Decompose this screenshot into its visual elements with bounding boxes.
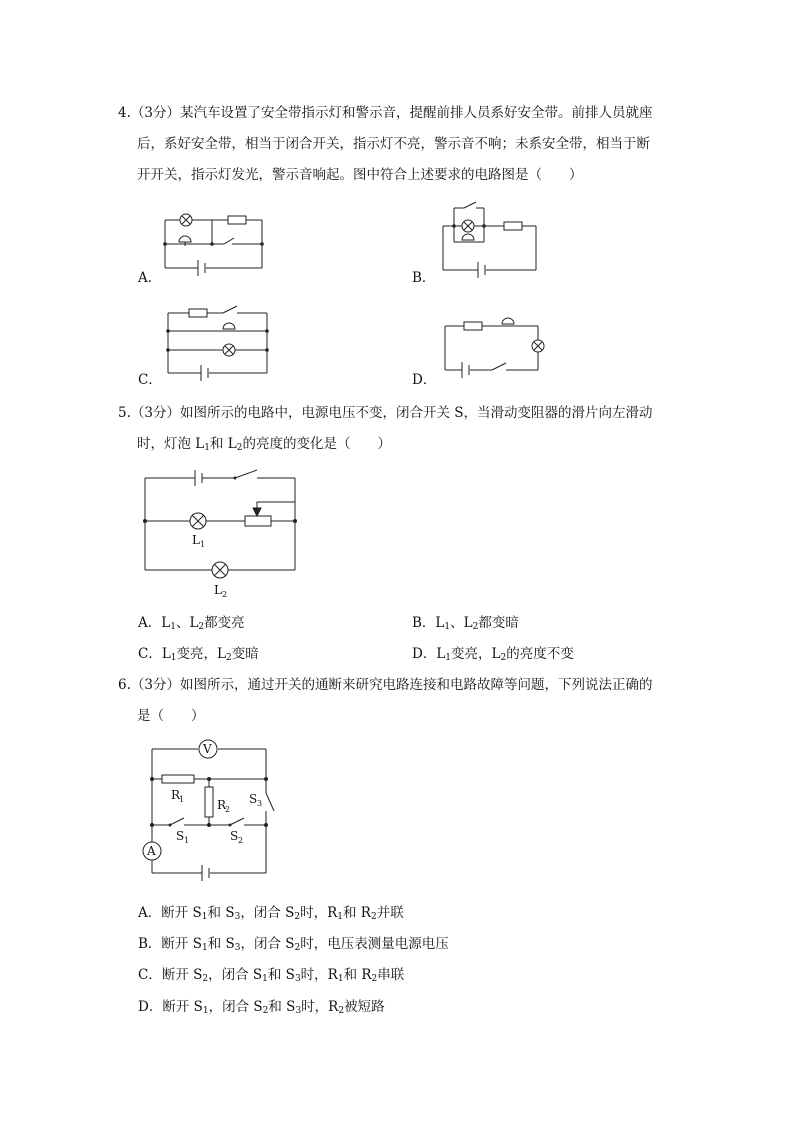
svg-text:1: 1 <box>184 836 190 845</box>
resistor-icon <box>504 222 522 230</box>
label-r2: R <box>217 798 227 812</box>
slider-arrow-icon <box>253 508 261 516</box>
q4-stem-line3: 开开关，指示灯发光，警示音响起。图中符合上述要求的电路图是（ ） <box>137 167 583 183</box>
q4-option-d[interactable]: D． <box>412 372 437 388</box>
svg-text:2: 2 <box>225 805 231 814</box>
switch-icon <box>492 363 506 370</box>
q5-circuit <box>140 470 310 598</box>
buzzer-icon <box>179 236 191 242</box>
switch-s2-icon <box>230 818 244 825</box>
svg-text:3: 3 <box>257 799 263 808</box>
label-s2: S <box>230 829 239 843</box>
q6-option-a[interactable]: A．断开 $S_1$和 $S_3$，闭合 $S_2$时，$R_1$和 $R_2$并联 <box>138 905 404 922</box>
resistor-icon <box>228 216 246 224</box>
resistor-r1-icon <box>162 775 194 783</box>
rheostat-icon <box>245 516 271 526</box>
q5-option-d[interactable]: D．$L_1$变亮，$L_2$的亮度不变 <box>412 646 574 663</box>
q4-option-b[interactable]: B． <box>412 270 436 286</box>
q5-option-c[interactable]: C．$L_1$变亮，$L_2$变暗 <box>138 646 259 663</box>
q6-circuit <box>138 737 278 887</box>
label-r1: R <box>171 788 181 802</box>
question-5 <box>118 398 678 460</box>
q4-option-c[interactable]: C． <box>138 372 162 388</box>
q5-stem-line1: 5.（3分）如图所示的电路中，电源电压不变，闭合开关 S，当滑动变阻器的滑片向左滑动 <box>118 405 653 421</box>
label-l2: L <box>214 583 222 597</box>
svg-text:1: 1 <box>179 795 185 804</box>
switch-icon <box>223 306 237 313</box>
label-l1: L <box>192 533 200 547</box>
resistor-r2-icon <box>205 787 213 817</box>
switch-icon <box>464 202 476 208</box>
q4-circuit-c <box>163 303 273 379</box>
switch-s1-icon <box>170 818 184 825</box>
label-a: A <box>147 844 156 858</box>
q4-option-a[interactable]: A． <box>138 270 162 286</box>
switch-s3-icon <box>266 793 274 811</box>
label-v: V <box>203 742 212 756</box>
question-4 <box>118 98 678 191</box>
question-6 <box>118 670 678 732</box>
q4-stem-line1: 4.（3分）某汽车设置了安全带指示灯和警示音，提醒前排人员系好安全带。前排人员就座 <box>118 105 653 121</box>
buzzer-icon <box>462 234 474 240</box>
q6-option-c[interactable]: C．断开 $S_2$，闭合 $S_1$和 $S_3$时，$R_1$和 $R_2$串联 <box>138 967 405 984</box>
q6-option-d[interactable]: D．断开 $S_1$，闭合 $S_2$和 $S_3$时，$R_2$被短路 <box>138 999 385 1016</box>
buzzer-icon <box>502 318 514 324</box>
q6-stem-line2: 是（ ） <box>137 708 205 724</box>
svg-text:2: 2 <box>238 836 244 845</box>
switch-icon <box>235 470 257 478</box>
buzzer-icon <box>223 323 235 329</box>
svg-text:1: 1 <box>200 540 206 549</box>
q4-stem-line2: 后，系好安全带，相当于闭合开关，指示灯不亮，警示音不响；未系安全带，相当于断 <box>137 136 650 152</box>
q5-option-a[interactable]: A．$L_1$、$L_2$都变亮 <box>138 615 245 632</box>
q5-option-b[interactable]: B．$L_1$、$L_2$都变暗 <box>412 615 519 632</box>
resistor-icon <box>189 309 207 317</box>
q4-circuit-b <box>438 198 544 278</box>
q6-option-b[interactable]: B．断开 $S_1$和 $S_3$，闭合 $S_2$时，电压表测量电源电压 <box>138 936 449 953</box>
label-s1: S <box>176 829 185 843</box>
q6-stem-line1: 6.（3分）如图所示，通过开关的通断来研究电路连接和电路故障等问题，下列说法正确的 <box>118 677 653 693</box>
resistor-icon <box>464 322 482 330</box>
q5-stem-line2: 时，灯泡 $L_1$和 $L_2$的亮度的变化是（ ） <box>137 436 391 453</box>
label-s3: S <box>249 792 258 806</box>
q4-circuit-a <box>160 206 270 274</box>
svg-text:2: 2 <box>222 590 228 599</box>
q4-circuit-d <box>440 312 546 384</box>
